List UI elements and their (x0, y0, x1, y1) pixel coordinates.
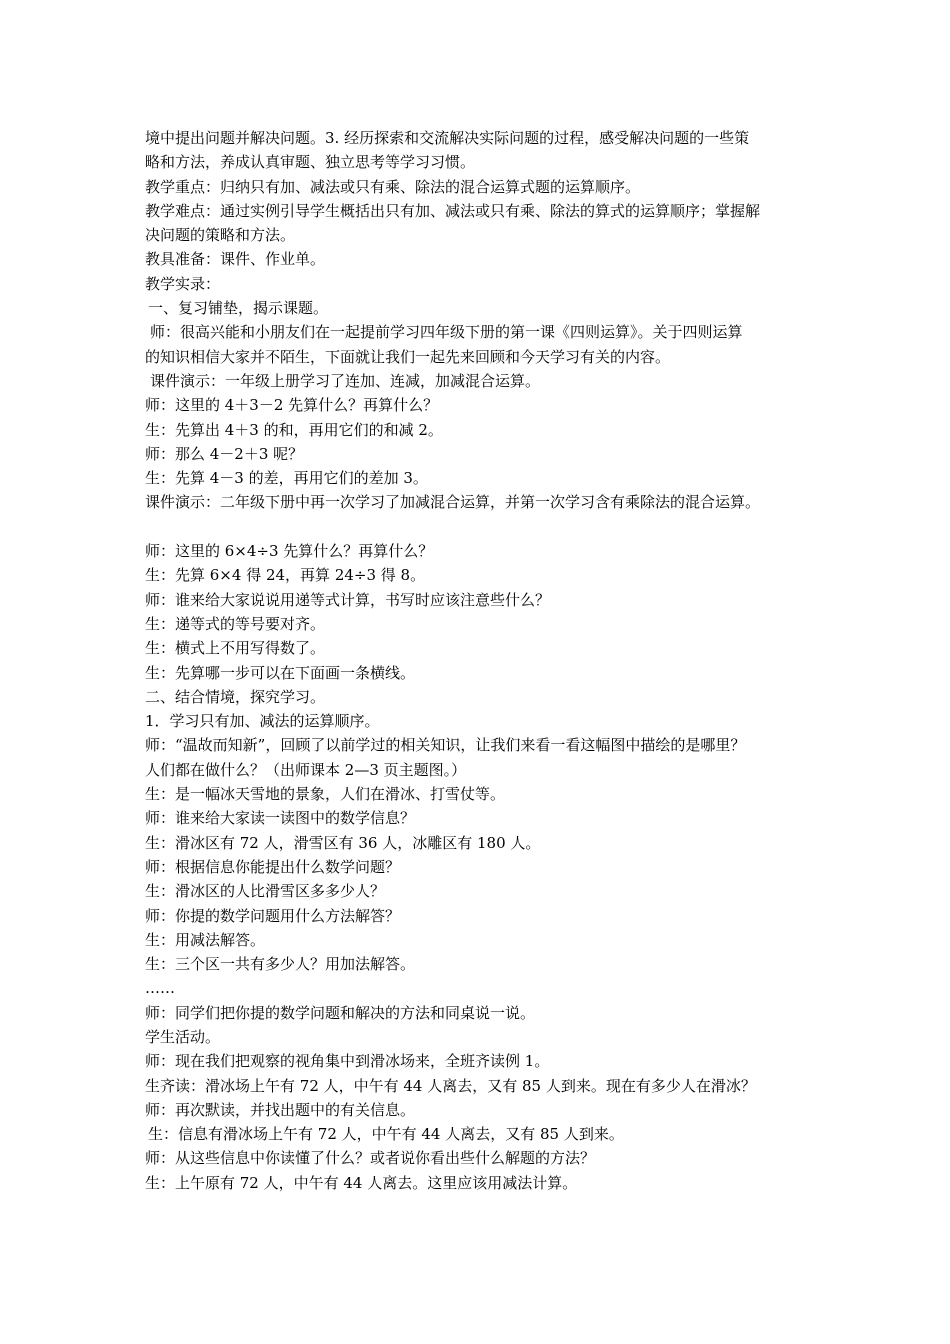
paragraph-line: 决问题的策略和方法。 (145, 226, 296, 245)
paragraph-line: 师：谁来给大家读一读图中的数学信息？ (145, 809, 416, 828)
paragraph-line: 师：很高兴能和小朋友们在一起提前学习四年级下册的第一课《四则运算》。关于四则运算 (150, 323, 743, 342)
paragraph-line: 境中提出问题并解决问题。3. 经历探索和交流解决实际问题的过程，感受解决问题的一些策 (145, 129, 750, 147)
paragraph-line: 生：用减法解答。 (145, 930, 266, 949)
subsection-heading: 1．学习只有加、减法的运算顺序。 (145, 712, 380, 731)
blank-line (145, 515, 817, 539)
paragraph-line: 师：谁来给大家说说用递等式计算，书写时应该注意些什么？ (145, 590, 551, 609)
paragraph-line: 生：上午原有 72 人，中午有 44 人离去。这里应该用减法计算。 (145, 1173, 578, 1192)
paragraph-line: 师：这里的 6×4÷3 先算什么？再算什么？ (145, 542, 434, 561)
paragraph-line: 略和方法，养成认真审题、独立思考等学习习惯。 (145, 153, 476, 172)
paragraph-line: 师：现在我们把观察的视角集中到滑冰场来，全班齐读例 1。 (145, 1052, 550, 1071)
paragraph-line: 生：先算 6×4 得 24，再算 24÷3 得 8。 (145, 566, 426, 585)
paragraph-line: 的知识相信大家并不陌生，下面就让我们一起先来回顾和今天学习有关的内容。 (145, 347, 671, 366)
paragraph-line: 生：滑冰区有 72 人，滑雪区有 36 人，冰雕区有 180 人。 (145, 833, 541, 852)
paragraph-line: 生：信息有滑冰场上午有 72 人，中午有 44 人离去，又有 85 人到来。 (148, 1125, 624, 1144)
paragraph-line: 师：从这些信息中你读懂了什么？或者说你看出些什么解题的方法？ (145, 1149, 596, 1168)
paragraph-line: 生：滑冰区的人比滑雪区多多少人？ (145, 882, 386, 901)
paragraph-line: 生：先算出 4＋3 的和，再用它们的和减 2。 (145, 420, 443, 439)
paragraph-line: 学生活动。 (145, 1027, 221, 1046)
ellipsis-line: …… (145, 979, 175, 998)
paragraph-line: 生：三个区一共有多少人？用加法解答。 (145, 955, 416, 974)
paragraph-line: 生：先算 4－3 的差，再用它们的差加 3。 (145, 469, 428, 488)
paragraph-line: 人们都在做什么？（出师课本 2—3 页主题图。） (145, 760, 467, 779)
paragraph-line: 教学重点：归纳只有加、减法或只有乘、除法的混合运算式题的运算顺序。 (145, 177, 641, 196)
paragraph-line: 师：再次默读，并找出题中的有关信息。 (145, 1100, 416, 1119)
paragraph-line: 生：先算哪一步可以在下面画一条横线。 (145, 663, 416, 682)
paragraph-line: 教学实录： (145, 274, 221, 293)
paragraph-line: 师：你提的数学问题用什么方法解答？ (145, 906, 401, 925)
paragraph-line: 师：根据信息你能提出什么数学问题？ (145, 857, 401, 876)
paragraph-line: 师：“温故而知新”，回顾了以前学过的相关知识，让我们来看一看这幅图中描绘的是哪里？ (145, 736, 746, 755)
paragraph-line: 生齐读：滑冰场上午有 72 人，中午有 44 人离去，又有 85 人到来。现在有多少人在滑冰？ (145, 1076, 756, 1095)
paragraph-line: 生：是一幅冰天雪地的景象，人们在滑冰、打雪仗等。 (145, 785, 506, 804)
section-heading: 一、复习铺垫，揭示课题。 (148, 299, 329, 318)
paragraph-line: 师：同学们把你提的数学问题和解决的方法和同桌说一说。 (145, 1003, 536, 1022)
paragraph-line: 课件演示：一年级上册学习了连加、连减，加减混合运算。 (150, 371, 541, 390)
document-page (145, 126, 817, 1195)
paragraph-line: 师：那么 4－2＋3 呢？ (145, 444, 304, 463)
section-heading: 二、结合情境，探究学习。 (145, 687, 326, 706)
paragraph-line: 生：横式上不用写得数了。 (145, 639, 326, 658)
paragraph-line: 生：递等式的等号要对齐。 (145, 614, 326, 633)
paragraph-line: 课件演示：二年级下册中再一次学习了加减混合运算，并第一次学习含有乘除法的混合运算。 (145, 493, 761, 512)
paragraph-line: 师：这里的 4＋3－2 先算什么？再算什么？ (145, 396, 439, 415)
paragraph-line: 教学难点：通过实例引导学生概括出只有加、减法或只有乘、除法的算式的运算顺序；掌握解 (145, 201, 761, 220)
paragraph-line: 教具准备：课件、作业单。 (145, 250, 326, 269)
